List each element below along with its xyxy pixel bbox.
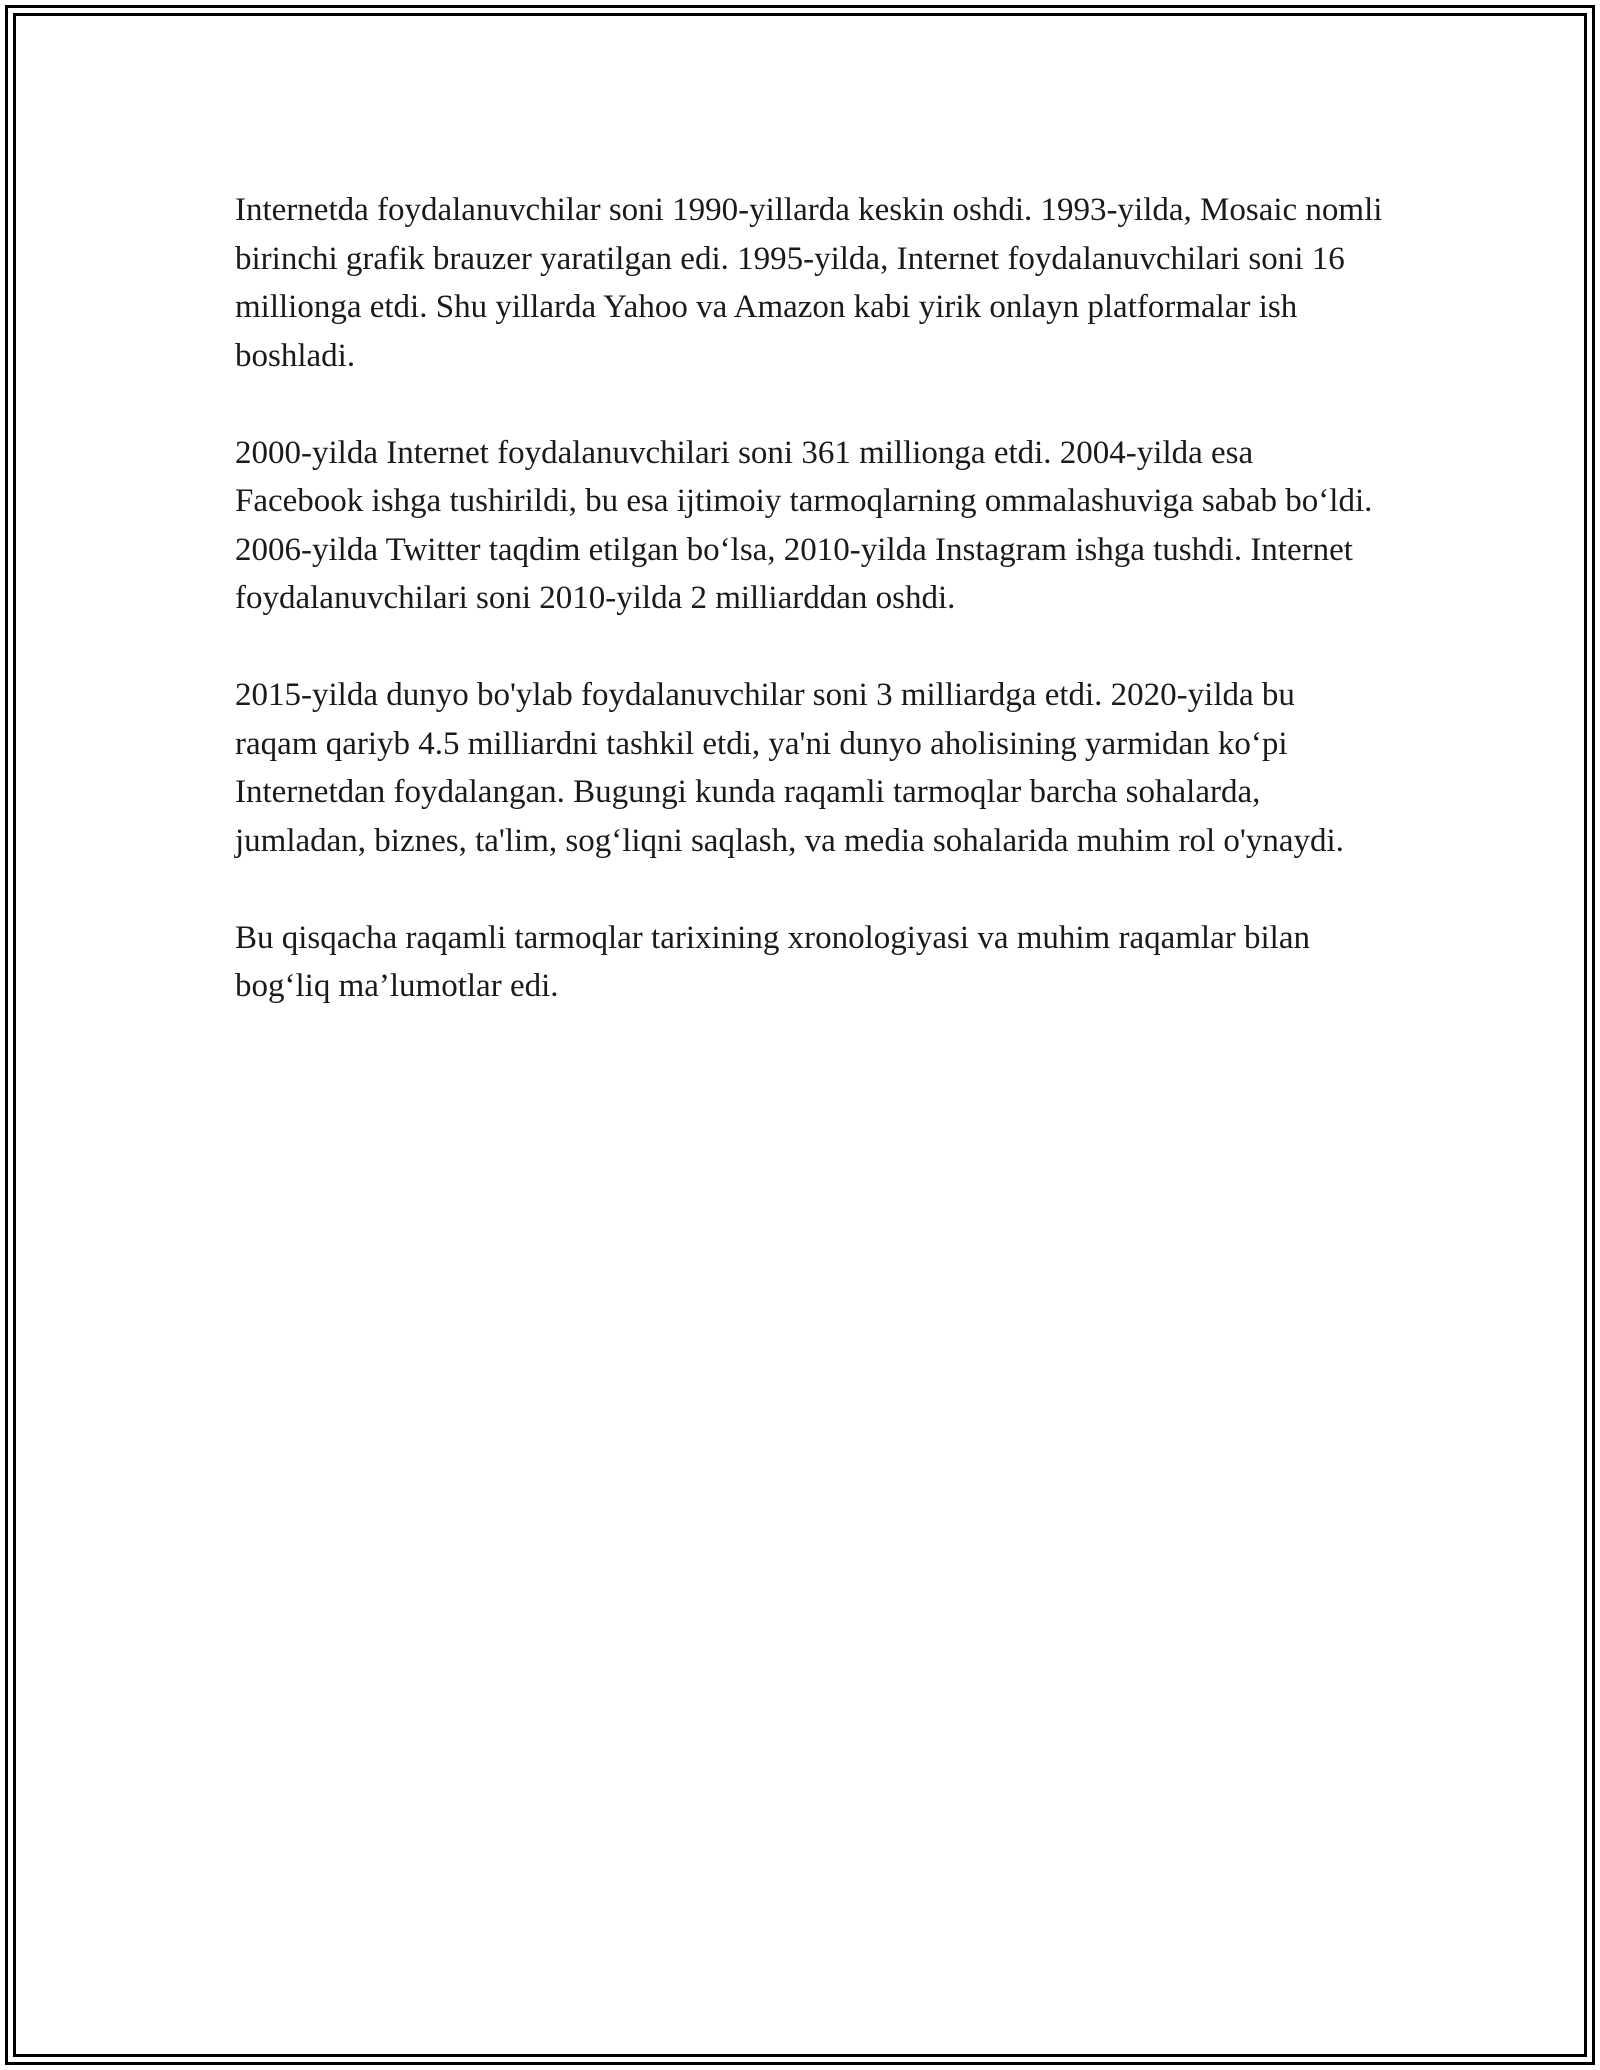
paragraph-2: 2000-yilda Internet foydalanuvchilari soni 361 millionga etdi. 2004-yilda esa Facebook ishga tushirildi, bu esa ijtimoiy tarmoqlarning ommalashuviga sabab boʻldi. 2006-yilda Twitter taqdim etilgan boʻlsa, 2010-yilda Instagram ishga tushdi. Internet foydalanuvchilari soni 2010-yilda 2 milliarddan oshdi. — [235, 434, 1373, 616]
paragraph-3: 2015-yilda dunyo bo'ylab foydalanuvchilar soni 3 milliardga etdi. 2020-yilda bu raqam qariyb 4.5 milliardni tashkil etdi, ya'ni dunyo aholisining yarmidan koʻpi Internetdan foydalangan. Bugungi kunda raqamli tarmoqlar barcha sohalarda, jumladan, biznes, ta'lim, sogʻliqni saqlash, va media sohalarida muhim rol o'ynaydi. — [235, 677, 1344, 859]
paragraph-1: Internetda foydalanuvchilar soni 1990-yillarda keskin oshdi. 1993-yilda, Mosaic nomli birinchi grafik brauzer yaratilgan edi. 1995-yilda, Internet foydalanuvchilari soni 16 millionga etdi. Shu yillarda Yahoo va Amazon kabi yirik onlayn platformalar ish boshladi. — [235, 192, 1383, 374]
document-body — [235, 186, 1385, 1059]
paragraph-4: Bu qisqacha raqamli tarmoqlar tarixining xronologiyasi va muhim raqamlar bilan bogʻliq ma’lumotlar edi. — [235, 919, 1310, 1004]
